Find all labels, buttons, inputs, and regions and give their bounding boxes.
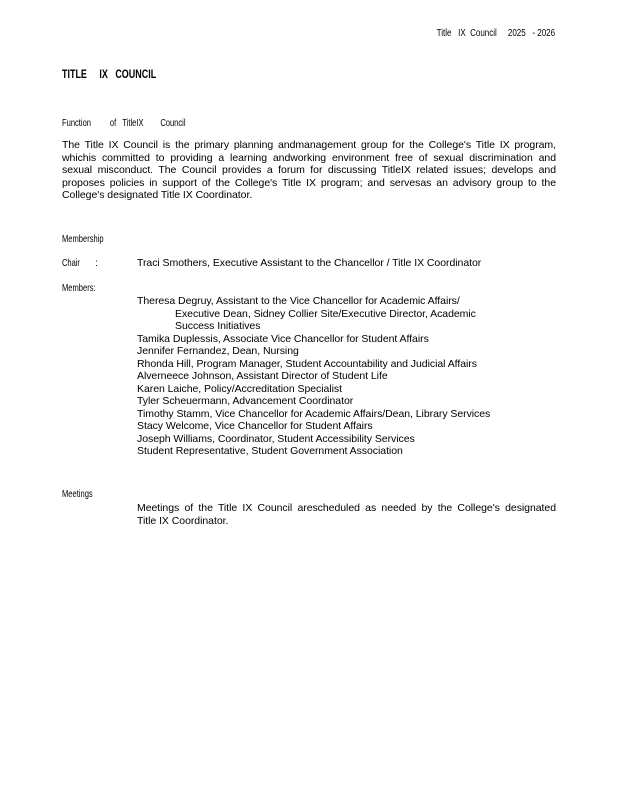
header-text: Title IX Council 2025 - 2026: [436, 28, 555, 39]
members-section-label: [62, 282, 109, 294]
paragraph-line: whichis committed to providing a learning andworking environment free of sexual discrimination and: [62, 151, 556, 164]
chair-value: Traci Smothers, Executive Assistant to the Chancellor / Title IX Coordinator: [137, 257, 482, 269]
function-section-label: [62, 117, 234, 129]
member-line: Stacy Welcome, Vice Chancellor for Student Affairs: [137, 420, 373, 432]
member-line: Joseph Williams, Coordinator, Student Accessibility Services: [137, 432, 415, 445]
membership-section-label: [62, 233, 120, 245]
paragraph-line: sexual misconduct. The Council provides a forum for discussing TitleIX related issues; develops and: [62, 164, 556, 176]
meetings-section-label-text: Meetings: [62, 488, 93, 500]
member-line: Karen Laiche, Policy/Accreditation Specialist: [137, 382, 342, 395]
member-line: Alverneece Johnson, Assistant Director of Student Life: [137, 370, 388, 382]
document-title: [62, 69, 183, 81]
member-line: Theresa Degruy, Assistant to the Vice Chancellor for Academic Affairs/: [137, 295, 460, 307]
paragraph-line: The Title IX Council is the primary planning andmanagement group for the College's Title IX program,: [62, 139, 556, 151]
member-line: Tyler Scheuermann, Advancement Coordinator: [137, 395, 354, 407]
meetings-paragraph: [137, 502, 556, 527]
paragraph-line: proposes policies in support of the College's Title IX program; and servesas an advisory group to the: [62, 176, 556, 189]
member-line: Student Representative, Student Government Association: [137, 445, 403, 457]
function-paragraph: [62, 139, 556, 202]
chair-label: Chair: [62, 257, 80, 269]
member-line: Rhonda Hill, Program Manager, Student Accountability and Judicial Affairs: [137, 357, 477, 370]
membership-section-label-text: Membership: [62, 233, 104, 245]
function-section-label-text: Function of TitleIX Council: [62, 117, 186, 129]
meetings-line: Title IX Coordinator.: [137, 514, 229, 527]
meetings-line: Meetings of the Title IX Council arescheduled as needed by the College's designated: [137, 502, 556, 514]
member-line: Timothy Stamm, Vice Chancellor for Academic Affairs/Dean, Library Services: [137, 407, 491, 420]
chair-row: [62, 257, 556, 270]
member-line: Tamika Duplessis, Associate Vice Chancellor for Student Affairs: [137, 332, 429, 345]
members-section-label-text: Members:: [62, 282, 96, 294]
paragraph-line: College's designated Title IX Coordinator.: [62, 189, 253, 201]
member-line: Jennifer Fernandez, Dean, Nursing: [137, 345, 299, 357]
page-header: [407, 28, 555, 39]
member-line-continuation: Executive Dean, Sidney Collier Site/Executive Director, Academic: [175, 307, 476, 320]
chair-separator: :: [95, 257, 98, 269]
members-list: [137, 295, 577, 458]
member-line-continuation: Success Initiatives: [175, 320, 261, 332]
document-title-text: TITLE IX COUNCIL: [62, 69, 157, 81]
meetings-section-label: [62, 488, 105, 500]
